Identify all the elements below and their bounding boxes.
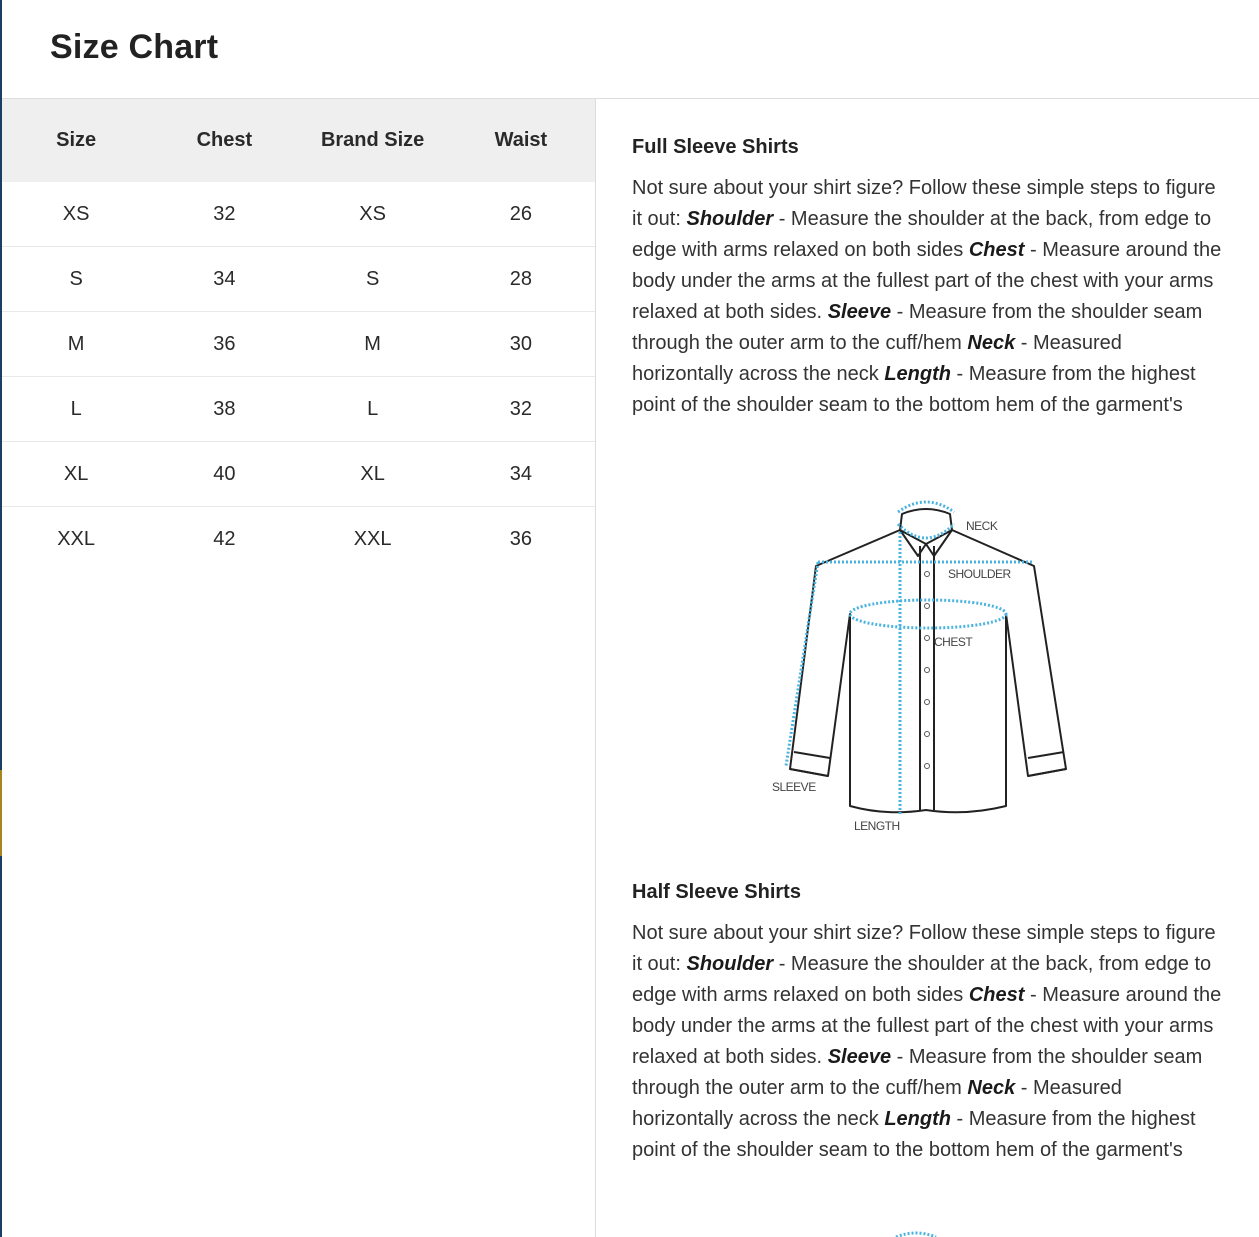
half-sleeve-shirt-diagram <box>856 1227 976 1237</box>
full-sleeve-shirt-diagram <box>766 494 1076 839</box>
cell-chest: 40 <box>150 442 298 507</box>
table-header-row <box>2 99 595 182</box>
cell-chest: 42 <box>213 527 236 550</box>
cell-chest: 36 <box>150 312 298 377</box>
shoulder-label: SHOULDER <box>948 567 1011 581</box>
cell-waist: 32 <box>447 377 595 442</box>
half-sleeve-heading: Half Sleeve Shirts <box>632 881 801 903</box>
half-sleeve-instructions: Not sure about your shirt size? Follow these simple steps to figure it out: Shoulder - Measure the shoulder at the back, from edge to edge with arms relaxed on both sides Chest - Measure around the body under the arms at the fullest part of the chest with your arms relaxed at both sides. Sleeve - Measure from the shoulder seam through the outer arm to the cuff/hem Neck - Measured horizontally across the neck Length - Measure from the highest point of the shoulder seam to the bottom hem of the garment's <box>632 922 1222 1161</box>
column-header-chest: Chest <box>150 99 298 182</box>
cell-size: XS <box>2 182 150 247</box>
column-header-size: Size <box>2 99 150 182</box>
cell-brand-size: XS <box>299 182 447 247</box>
cell-chest: 38 <box>150 377 298 442</box>
cell-waist: 26 <box>447 182 595 247</box>
cell-chest: 32 <box>150 182 298 247</box>
cell-brand-size: M <box>299 312 447 377</box>
cell-waist: 28 <box>447 247 595 312</box>
column-header-brand-size: Brand Size <box>299 99 447 182</box>
modal-header <box>2 0 1259 99</box>
table-row <box>2 312 595 377</box>
full-sleeve-instructions: Not sure about your shirt size? Follow these simple steps to figure it out: Shoulder - Measure the shoulder at the back, from edge to edge with arms relaxed on both sides Chest - Measure around the body under the arms at the fullest part of the chest with your arms relaxed at both sides. Sleeve - Measure from the shoulder seam through the outer arm to the cuff/hem Neck - Measured horizontally across the neck Length - Measure from the highest point of the shoulder seam to the bottom hem of the garment's <box>632 177 1222 416</box>
cell-brand-size: XL <box>299 442 447 507</box>
cell-chest: 34 <box>150 247 298 312</box>
cell-brand-size: S <box>299 247 447 312</box>
modal-title: Size Chart <box>50 28 219 66</box>
neck-label: NECK <box>966 519 998 533</box>
cell-waist: 34 <box>447 442 595 507</box>
table-row <box>2 442 595 507</box>
full-sleeve-heading: Full Sleeve Shirts <box>632 136 799 158</box>
cell-size: XL <box>2 442 150 507</box>
table-row <box>2 182 595 247</box>
length-label: LENGTH <box>854 819 900 833</box>
full-sleeve-section <box>632 136 1228 421</box>
table-row <box>2 377 595 442</box>
cell-brand-size: L <box>299 377 447 442</box>
cell-size: M <box>2 312 150 377</box>
column-header-waist: Waist <box>447 99 595 182</box>
measurement-guide-pane <box>595 99 1259 1237</box>
size-table <box>2 99 595 571</box>
cell-size: XXL <box>57 527 96 550</box>
table-row <box>2 507 595 572</box>
cell-size: S <box>2 247 150 312</box>
sleeve-label: SLEEVE <box>772 780 816 794</box>
cell-waist: 36 <box>509 527 532 550</box>
table-row <box>2 247 595 312</box>
half-sleeve-section <box>632 881 1228 1166</box>
cell-size: L <box>2 377 150 442</box>
cell-waist: 30 <box>447 312 595 377</box>
chest-label: CHEST <box>934 635 973 649</box>
size-chart-modal <box>2 0 1259 1237</box>
cell-brand-size: XXL <box>353 527 392 550</box>
size-table-pane <box>2 99 595 1237</box>
